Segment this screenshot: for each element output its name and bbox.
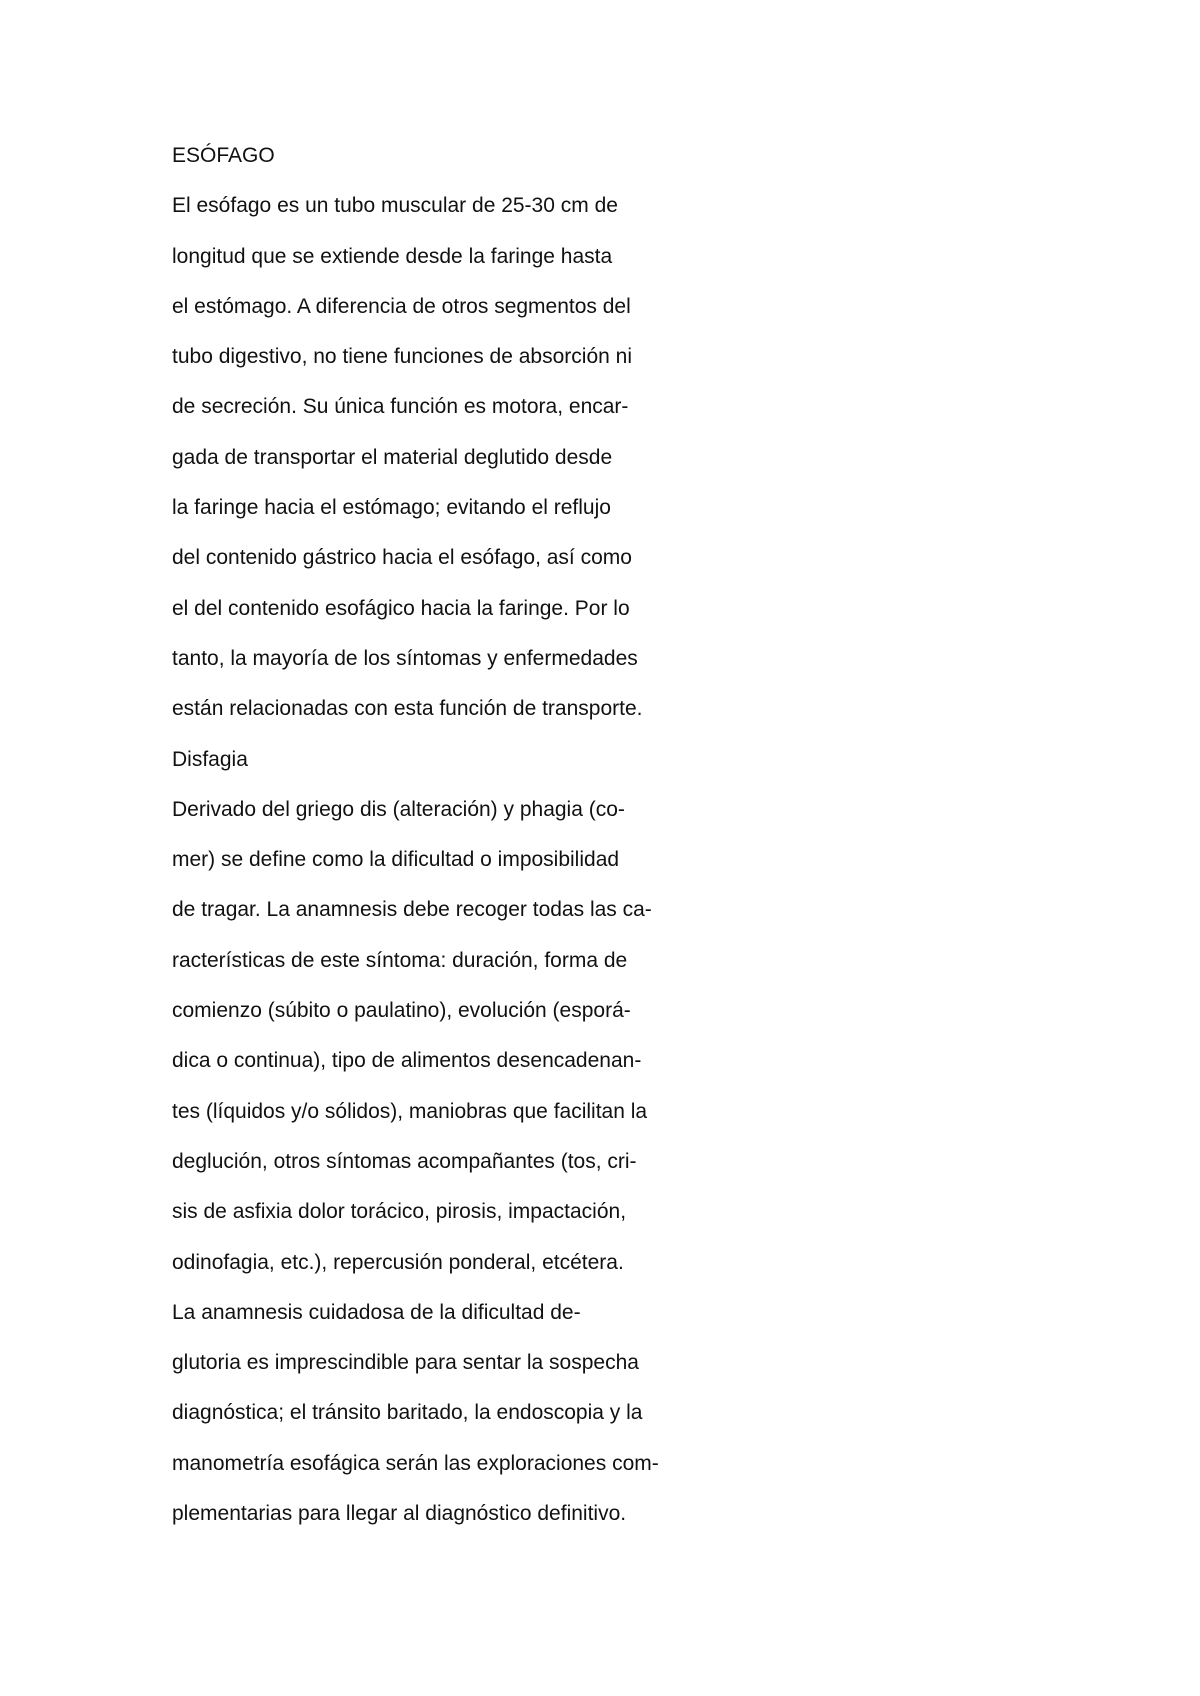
text-line: sis de asfixia dolor torácico, pirosis, impactación, [172,1200,627,1224]
text-line: la faringe hacia el estómago; evitando el reflujo [172,496,611,520]
text-line: tes (líquidos y/o sólidos), maniobras que facilitan la [172,1099,648,1123]
text-line: de secreción. Su única función es motora, encar- [172,395,629,419]
text-line: mer) se define como la dificultad o imposibilidad [172,848,620,872]
text-line: gada de transportar el material deglutido desde [172,445,613,469]
document-body [172,140,692,1548]
text-line: La anamnesis cuidadosa de la dificultad de- [172,1300,581,1324]
text-line: de tragar. La anamnesis debe recoger todas las ca- [172,898,652,922]
text-line: glutoria es imprescindible para sentar la sospecha [172,1351,639,1375]
text-line: diagnóstica; el tránsito baritado, la endoscopia y la [172,1401,643,1425]
text-line: dica o continua), tipo de alimentos desencadenan- [172,1049,642,1073]
text-line: el del contenido esofágico hacia la faringe. Por lo [172,596,630,620]
text-line: plementarias para llegar al diagnóstico definitivo. [172,1502,627,1526]
text-line: comienzo (súbito o paulatino), evolución (esporá- [172,999,631,1023]
text-line: tubo digestivo, no tiene funciones de absorción ni [172,345,632,369]
text-line: están relacionadas con esta función de transporte. [172,697,643,721]
text-line: Derivado del griego dis (alteración) y phagia (co- [172,797,625,821]
text-line: tanto, la mayoría de los síntomas y enfermedades [172,646,638,670]
text-line: deglución, otros síntomas acompañantes (tos, cri- [172,1149,637,1173]
text-line: El esófago es un tubo muscular de 25-30 cm de [172,194,618,218]
text-line: del contenido gástrico hacia el esófago, así como [172,546,632,570]
text-line: longitud que se extiende desde la faringe hasta [172,244,613,268]
text-line: odinofagia, etc.), repercusión ponderal, etcétera. [172,1250,624,1274]
text-line: manometría esofágica serán las exploraciones com- [172,1451,659,1475]
section-heading: Disfagia [172,747,248,771]
text-line: racterísticas de este síntoma: duración, forma de [172,948,628,972]
document-title: ESÓFAGO [172,144,275,167]
text-line: el estómago. A diferencia de otros segmentos del [172,294,631,318]
